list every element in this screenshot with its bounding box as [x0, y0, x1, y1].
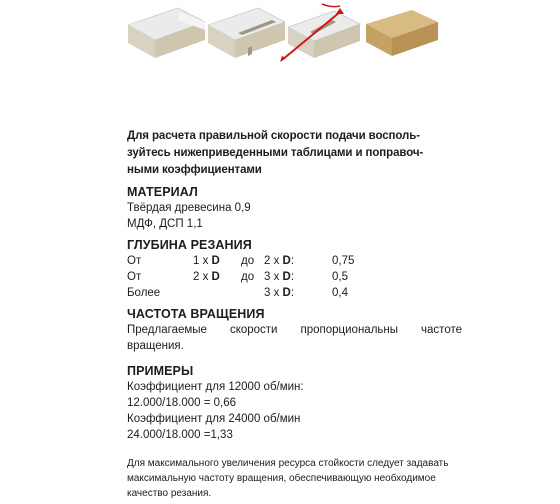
- wood-block-image: [366, 10, 438, 56]
- depth-value: 0,75: [332, 255, 355, 267]
- footer-line: качество резания.: [127, 488, 212, 499]
- intro-line-1: Для расчета правильной скорости подачи восполь-: [127, 130, 420, 142]
- examples-heading: ПРИМЕРЫ: [127, 364, 194, 378]
- examples-section: [127, 363, 462, 443]
- depth-label: От: [127, 255, 142, 267]
- footer-line: Для максимального увеличения ресурса стойкости следует задавать: [127, 458, 449, 469]
- depth-label: Более: [127, 287, 161, 299]
- depth-value: 0,4: [332, 287, 348, 299]
- depth-heading: ГЛУБИНА РЕЗАНИЯ: [127, 238, 252, 252]
- rebate-cut-block-image: [128, 8, 205, 58]
- depth-from: [193, 253, 220, 269]
- depth-from-multiplier: 2 x: [193, 271, 212, 283]
- depth-to-multiplier: 2 x: [264, 255, 283, 267]
- depth-value: 0,5: [332, 271, 348, 283]
- example-line: 24.000/18.000 =1,33: [127, 429, 233, 441]
- depth-to-word: до: [241, 271, 255, 283]
- through-cut-block-image: [280, 4, 360, 62]
- material-item: Твёрдая древесина 0,9: [127, 202, 251, 214]
- depth-from: [193, 269, 220, 285]
- groove-cut-block-image: [208, 8, 285, 58]
- depth-unit: D: [211, 255, 220, 267]
- content: [127, 128, 462, 501]
- speed-section: [127, 306, 462, 354]
- depth-unit: D: [282, 271, 291, 283]
- material-heading: МАТЕРИАЛ: [127, 185, 198, 199]
- footer-note: [127, 456, 462, 501]
- depth-to: 2 x D:: [264, 255, 295, 267]
- intro-line-2: зуйтесь нижеприведенными таблицами и поправоч-: [127, 147, 424, 159]
- depth-label: От: [127, 271, 142, 283]
- depth-to: 3 x D:: [264, 271, 295, 283]
- cutting-illustrations: [0, 0, 560, 70]
- footer-line: максимальную частоту вращения, обеспечивающую необходимое: [127, 473, 436, 484]
- depth-row: [127, 269, 462, 285]
- intro-text: [127, 128, 462, 179]
- depth-to-multiplier: 3 x: [264, 271, 283, 283]
- example-line: Коэффициент для 24000 об/мин: [127, 413, 301, 425]
- depth-to-multiplier: 3 x: [264, 287, 283, 299]
- depth-row: [127, 285, 462, 301]
- depth-unit: D: [282, 287, 291, 299]
- speed-text: Предлагаемые скорости пропорциональны частоте вращения.: [127, 324, 462, 352]
- example-line: Коэффициент для 12000 об/мин:: [127, 381, 304, 393]
- material-item: МДФ, ДСП 1,1: [127, 218, 203, 230]
- depth-from-multiplier: 1 x: [193, 255, 212, 267]
- depth-section: [127, 237, 462, 301]
- speed-heading: ЧАСТОТА ВРАЩЕНИЯ: [127, 307, 265, 321]
- depth-unit: D: [211, 271, 220, 283]
- intro-line-3: ными коэффициентами: [127, 164, 262, 176]
- depth-to: 3 x D:: [264, 287, 295, 299]
- depth-to-word: до: [241, 255, 255, 267]
- material-section: [127, 184, 462, 232]
- depth-row: [127, 253, 462, 269]
- depth-unit: D: [282, 255, 291, 267]
- example-line: 12.000/18.000 = 0,66: [127, 397, 237, 409]
